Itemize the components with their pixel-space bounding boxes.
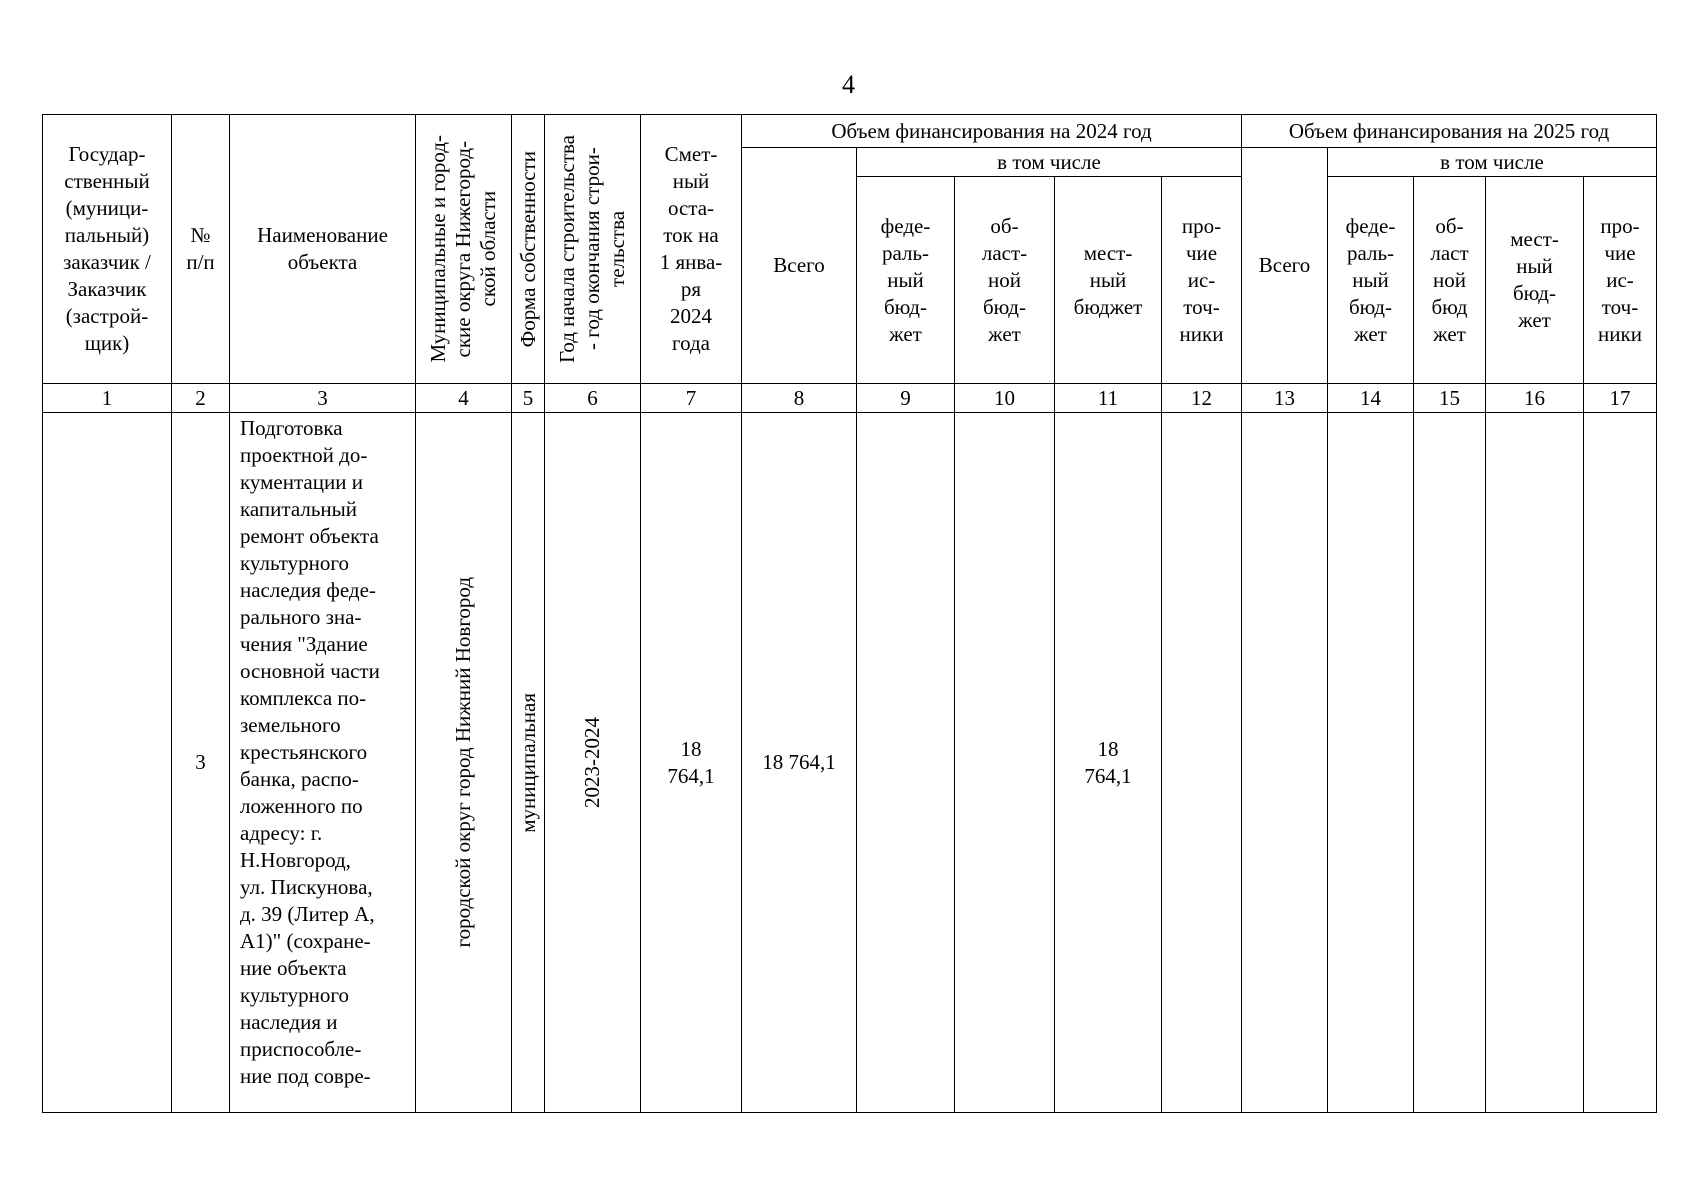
header-estimate: Смет- ный оста- ток на 1 янва- ря 2024 года xyxy=(641,115,742,384)
row-years: 2023-2024 xyxy=(545,413,641,1113)
header-local-2025: мест- ный бюд- жет xyxy=(1486,177,1584,384)
column-number: 5 xyxy=(512,384,545,413)
header-customer: Государ- ственный (муници- пальный) заказчик / Заказчик (застрой- щик) xyxy=(43,115,172,384)
row-local-2025 xyxy=(1486,413,1584,1113)
column-number: 7 xyxy=(641,384,742,413)
row-ownership: муниципальная xyxy=(512,413,545,1113)
financing-table xyxy=(42,114,1657,1113)
row-object-name: Подготовка проектной до- кументации и капитальный ремонт объекта культурного наследия феде- рального зна- чения "Здание основной части комплекса по- земельного крестьянского банка, распо- ложенного по адресу: г. Н.Новгород, ул. Пискунова, д. 39 (Литер А, А1)" (сохране- ние объекта культурного наследия и приспособле- ние под совре- xyxy=(230,413,416,1113)
header-federal-2024: феде- раль- ный бюд- жет xyxy=(857,177,955,384)
header-ownership: Форма собственности xyxy=(512,115,545,384)
row-federal-2025 xyxy=(1328,413,1414,1113)
column-number: 3 xyxy=(230,384,416,413)
header-federal-2025: феде- раль- ный бюд- жет xyxy=(1328,177,1414,384)
row-number: 3 xyxy=(172,413,230,1113)
column-number: 11 xyxy=(1055,384,1162,413)
table-row xyxy=(43,413,1657,1113)
column-number: 14 xyxy=(1328,384,1414,413)
column-number: 8 xyxy=(742,384,857,413)
row-total-2024: 18 764,1 xyxy=(742,413,857,1113)
column-number: 9 xyxy=(857,384,955,413)
row-regional-2024 xyxy=(955,413,1055,1113)
column-number: 6 xyxy=(545,384,641,413)
column-number: 16 xyxy=(1486,384,1584,413)
column-number: 15 xyxy=(1414,384,1486,413)
header-fin-2025: Объем финансирования на 2025 год xyxy=(1242,115,1657,148)
column-number: 2 xyxy=(172,384,230,413)
row-federal-2024 xyxy=(857,413,955,1113)
page-number: 4 xyxy=(842,70,855,99)
header-regional-2024: об- ласт- ной бюд- жет xyxy=(955,177,1055,384)
row-municipality: городской округ город Нижний Новгород xyxy=(416,413,512,1113)
header-regional-2025: об- ласт ной бюд жет xyxy=(1414,177,1486,384)
row-local-2024: 18 764,1 xyxy=(1055,413,1162,1113)
header-object-name: Наименование объекта xyxy=(230,115,416,384)
row-estimate: 18 764,1 xyxy=(641,413,742,1113)
header-incl-2025: в том числе xyxy=(1328,148,1657,177)
row-total-2025 xyxy=(1242,413,1328,1113)
column-number: 13 xyxy=(1242,384,1328,413)
column-number: 4 xyxy=(416,384,512,413)
header-total-2024: Всего xyxy=(742,148,857,384)
column-number: 1 xyxy=(43,384,172,413)
column-number: 12 xyxy=(1162,384,1242,413)
header-total-2025: Всего xyxy=(1242,148,1328,384)
column-number: 17 xyxy=(1584,384,1657,413)
header-other-2025: про- чие ис- точ- ники xyxy=(1584,177,1657,384)
column-number: 10 xyxy=(955,384,1055,413)
row-other-2025 xyxy=(1584,413,1657,1113)
header-municipality: Муниципальные и город- ские округа Нижегород- ской области xyxy=(416,115,512,384)
header-local-2024: мест- ный бюджет xyxy=(1055,177,1162,384)
header-num: № п/п xyxy=(172,115,230,384)
row-customer xyxy=(43,413,172,1113)
header-other-2024: про- чие ис- точ- ники xyxy=(1162,177,1242,384)
header-fin-2024: Объем финансирования на 2024 год xyxy=(742,115,1242,148)
row-other-2024 xyxy=(1162,413,1242,1113)
column-numbers-row xyxy=(43,384,1657,413)
header-years: Год начала строительства - год окончания строи- тельства xyxy=(545,115,641,384)
row-regional-2025 xyxy=(1414,413,1486,1113)
header-incl-2024: в том числе xyxy=(857,148,1242,177)
